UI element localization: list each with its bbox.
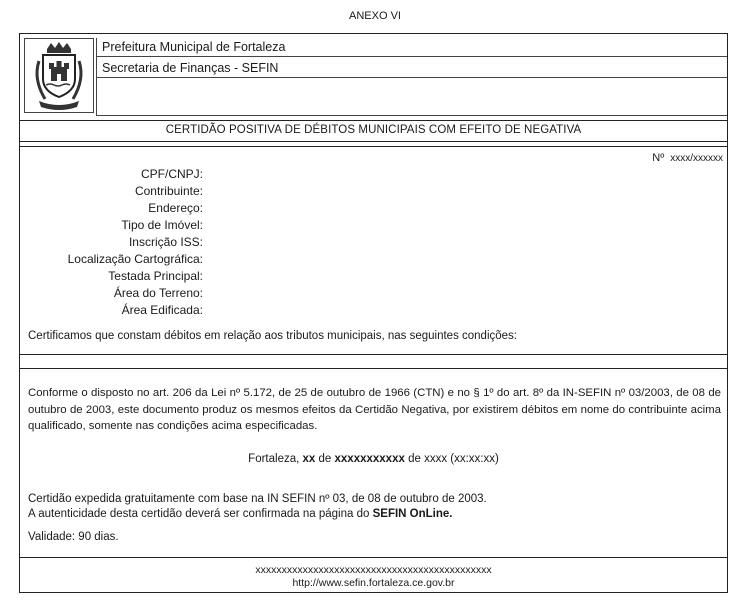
certification-statement: Certificamos que constam débitos em relação aos tributos municipais, nas seguintes condições: [28, 330, 517, 342]
sefin-online-label: SEFIN OnLine. [372, 508, 453, 520]
number-value: xxxx/xxxxxx [670, 153, 723, 164]
header-divider-3 [96, 115, 727, 116]
field-cpf-cnpj: CPF/CNPJ: [140, 167, 203, 181]
divider-3 [20, 557, 727, 558]
coat-of-arms-icon [25, 39, 93, 112]
municipality-name: Prefeitura Municipal de Fortaleza [102, 40, 286, 54]
taxpayer-fields [20, 166, 203, 319]
number-label: Nº [652, 152, 665, 164]
annex-label: ANEXO VI [349, 10, 401, 22]
header-divider-2 [96, 77, 727, 78]
title-spacer [20, 140, 727, 147]
place-city: Fortaleza, [248, 453, 300, 465]
issuance-line-1: Certidão expedida gratuitamente com base na IN SEFIN nº 03, de 08 de outubro de 2003. [28, 493, 487, 505]
city-coat-of-arms-logo [24, 38, 94, 113]
field-contribuinte: Contribuinte: [134, 184, 203, 198]
field-testada: Testada Principal: [108, 269, 203, 283]
verification-code: xxxxxxxxxxxxxxxxxxxxxxxxxxxxxxxxxxxxxxxxxxxxx [255, 564, 492, 576]
place-year-time: de xxxx (xx:xx:xx) [408, 453, 499, 465]
department-name: Secretaria de Finanças - SEFIN [102, 61, 279, 75]
field-area-terreno: Área do Terreno: [113, 286, 203, 300]
title-row [20, 120, 727, 142]
field-inscricao-iss: Inscrição ISS: [128, 235, 203, 249]
field-area-edificada: Área Edificada: [121, 303, 203, 317]
field-endereco: Endereço: [148, 201, 203, 215]
certificate-frame [19, 33, 728, 593]
certificate-number [652, 152, 723, 164]
field-localizacao: Localização Cartográfica: [67, 252, 203, 266]
legal-paragraph: Conforme o disposto no art. 206 da Lei nº 5.172, de 25 de outubro de 1966 (CTN) e no § 1º do art. 8º da IN-SEFIN nº 03/2003, de 08 de outubro de 2003, este documento produz os mesmos efeitos da Certidão Negativa, por existirem débitos em nome do contribuinte acima qualificado, somente nas condições acima especificadas. [28, 387, 721, 432]
header-divider-1 [96, 56, 727, 57]
field-tipo-imovel: Tipo de Imóvel: [121, 218, 203, 232]
divider-2 [20, 368, 727, 369]
issuance-line-2-text: A autenticidade desta certidão deverá ser confirmada na página do [28, 508, 370, 520]
document-title: CERTIDÃO POSITIVA DE DÉBITOS MUNICIPAIS COM EFEITO DE NEGATIVA [165, 124, 582, 136]
issuance-line-2 [28, 507, 487, 522]
place-and-date [20, 453, 727, 465]
place-sep1: de [318, 453, 332, 465]
place-month: xxxxxxxxxxx [334, 453, 405, 465]
validity-note: Validade: 90 dias. [28, 531, 119, 543]
place-day: xx [302, 453, 316, 465]
footer [20, 564, 727, 590]
sefin-url[interactable]: http://www.sefin.fortaleza.ce.gov.br [292, 577, 455, 589]
divider-1 [20, 354, 727, 355]
issuance-note [28, 492, 487, 522]
